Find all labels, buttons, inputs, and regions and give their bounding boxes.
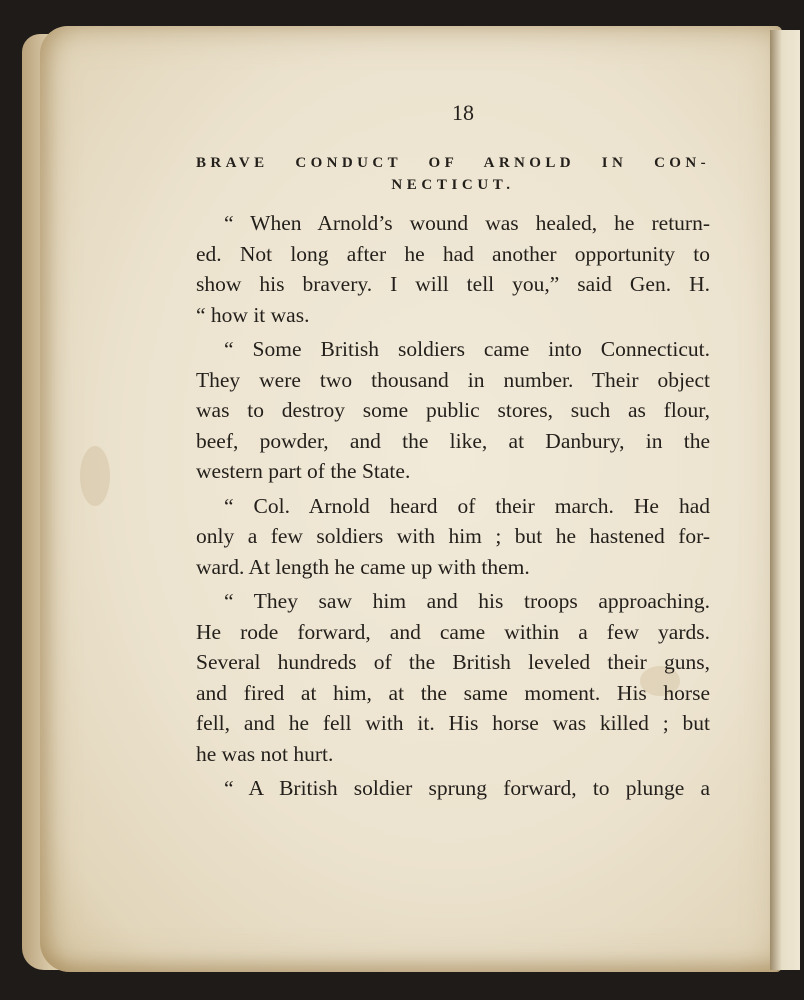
text-line: ward. At length he came up with them. [196,554,530,579]
text-line: and fired at him, at the same moment. His horse [196,680,710,705]
text-line: “ Some British soldiers came into Connecticut. [224,337,710,361]
paragraph [196,334,710,487]
next-page-edge [770,30,800,970]
text-line: only a few soldiers with him ; but he hastened for- [196,524,710,548]
text-line: “ They saw him and his troops approaching. [224,589,710,613]
chapter-heading [196,152,710,196]
text-line: western part of the State. [196,459,411,483]
text-line: He rode forward, and came within a few yards. [196,619,710,644]
text-line: fell, and he fell with it. His horse was killed ; but [196,711,710,735]
text-line: Several hundreds of the British leveled their guns, [196,650,710,674]
paragraph [196,208,710,330]
text-line: They were two thousand in number. Their object [196,367,710,392]
paragraph [196,491,710,583]
text-line: “ A British soldier sprung forward, to plunge a [224,776,710,800]
text-line: beef, powder, and the like, at Danbury, in the [196,428,710,453]
page-number: 18 [452,100,474,125]
text-line: “ Col. Arnold heard of their march. He had [224,493,710,518]
page-text [196,100,710,804]
paragraph [196,586,710,769]
text-line: “ how it was. [196,302,310,327]
text-line: he was not hurt. [196,741,334,766]
heading-line: BRAVE CONDUCT OF ARNOLD IN CON- [196,155,710,171]
text-line: was to destroy some public stores, such as flour, [196,398,710,422]
stain [80,446,110,506]
text-line: show his bravery. I will tell you,” said Gen. H. [196,272,710,296]
heading-line: NECTICUT. [391,177,515,193]
text-line: ed. Not long after he had another opportunity to [196,241,710,266]
text-line: “ When Arnold’s wound was healed, he return- [224,211,710,235]
paragraph [196,773,710,804]
